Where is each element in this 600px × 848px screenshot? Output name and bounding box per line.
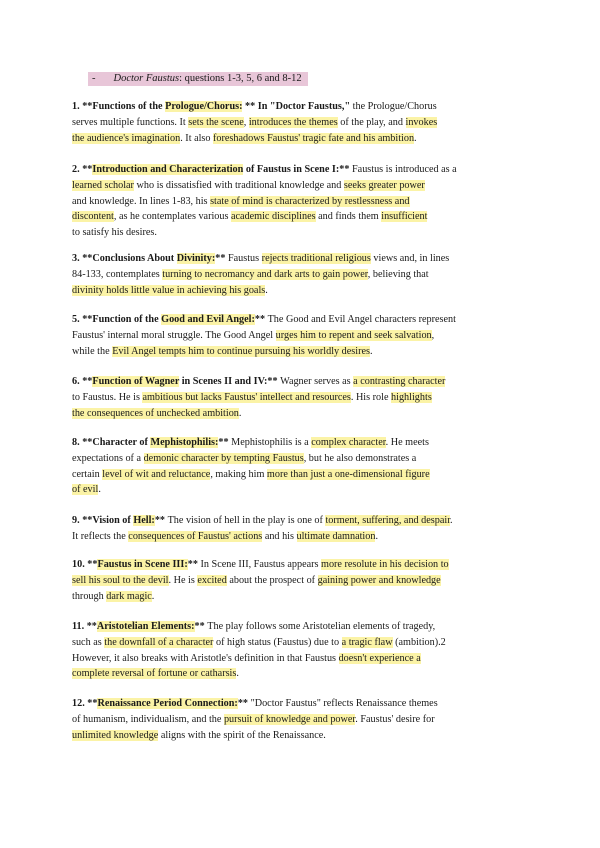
- text-line: [72, 162, 542, 178]
- text-run: ,: [431, 329, 435, 341]
- text-run: the Prologue/Chorus: [350, 101, 437, 112]
- text-run: .: [369, 345, 373, 357]
- text-run: of humanism, individualism, and the: [72, 713, 224, 725]
- text-line: [72, 651, 542, 667]
- highlighted-text: dark magic: [106, 590, 152, 602]
- highlighted-text: foreshadows Faustus' tragic fate and his ambition: [213, 132, 415, 144]
- highlighted-text: Function of Wagner: [92, 376, 180, 387]
- item-number: 3. **: [72, 253, 93, 264]
- item-number: 8. **: [72, 437, 93, 448]
- answer-item: [72, 435, 542, 498]
- text-run: ** In "Doctor Faustus,": [242, 101, 351, 112]
- text-run: **: [215, 253, 228, 264]
- text-run: The play follows some Aristotelian elements of tragedy,: [207, 621, 436, 632]
- text-run: .: [238, 407, 242, 419]
- text-run: serves multiple functions. It: [72, 116, 189, 128]
- highlighted-text: introduces the themes: [248, 116, 338, 128]
- text-run: about the prospect of: [226, 574, 318, 586]
- text-run: expectations of a: [72, 452, 144, 464]
- highlighted-text: unlimited knowledge: [72, 729, 159, 741]
- text-line: [72, 467, 542, 483]
- highlighted-text: of evil: [72, 484, 99, 496]
- text-run: certain: [72, 468, 103, 480]
- item-number: 2. **: [72, 164, 93, 175]
- item-number: 5. **: [72, 314, 93, 325]
- highlighted-text: doesn't experience a: [338, 652, 421, 664]
- text-run: .: [450, 515, 453, 526]
- text-line: [72, 209, 542, 225]
- answer-item: [72, 162, 542, 241]
- text-run: . He is: [168, 574, 198, 586]
- text-run: .: [265, 284, 268, 296]
- text-line: [72, 573, 542, 589]
- text-run: **: [194, 621, 208, 632]
- item-number: 12. **: [72, 698, 98, 709]
- text-run: and knowledge. In lines 1-83, his: [72, 195, 211, 207]
- text-run: Faustus is introduced as a: [352, 164, 457, 175]
- text-run: It reflects the: [72, 530, 129, 542]
- text-run: The vision of hell in the play is one of: [167, 515, 326, 526]
- text-run: . Faustus' desire for: [355, 713, 435, 725]
- text-run: Faustus: [227, 253, 262, 264]
- highlighted-text: a contrasting character: [353, 376, 446, 387]
- highlighted-text: consequences of Faustus' actions: [128, 530, 263, 542]
- highlighted-text: Renaissance Period Connection:: [97, 698, 238, 709]
- text-line: [72, 344, 542, 360]
- text-line: [72, 283, 542, 299]
- text-line: [72, 131, 542, 147]
- text-run: .: [151, 590, 155, 602]
- highlighted-text: Good and Evil Angel:: [161, 314, 255, 325]
- item-number: 1. **: [72, 101, 93, 112]
- text-run: . His role: [350, 391, 392, 403]
- text-run: , as he contemplates various: [113, 211, 231, 223]
- highlighted-text: gaining power and knowledge: [317, 574, 441, 586]
- text-run: Mephistophilis is a: [231, 437, 312, 448]
- highlighted-text: excited: [197, 574, 227, 586]
- text-run: (ambition).2: [392, 636, 446, 648]
- highlighted-text: complete reversal of fortune or catharsis: [72, 668, 237, 680]
- text-line: [72, 267, 542, 283]
- text-run: . It also: [180, 132, 214, 144]
- text-line: [72, 406, 542, 422]
- text-run: of the play, and: [337, 116, 406, 128]
- highlighted-text: level of wit and reluctance: [102, 468, 211, 480]
- text-run: and finds them: [315, 211, 382, 223]
- highlighted-text: insufficient: [381, 211, 428, 223]
- text-run: to Faustus. He is: [72, 391, 143, 403]
- text-line: [72, 529, 542, 545]
- highlighted-text: a tragic flaw: [341, 636, 393, 648]
- answer-item: [72, 251, 542, 298]
- highlighted-text: complex character: [311, 437, 386, 448]
- text-line: [72, 99, 542, 115]
- text-run: Character of: [92, 437, 151, 448]
- text-line: [72, 390, 542, 406]
- text-line: [72, 619, 542, 635]
- text-run: However, it also breaks with Aristotle's definition in that Faustus: [72, 652, 339, 664]
- highlighted-text: turning to necromancy and dark arts to gain power: [162, 268, 368, 280]
- answer-item: [72, 619, 542, 682]
- header-title-italic: Doctor Faustus: [113, 73, 180, 84]
- highlighted-text: divinity holds little value in achieving his goals: [72, 284, 266, 296]
- text-run: **: [187, 559, 201, 570]
- text-run: through: [72, 590, 107, 602]
- highlighted-text: more resolute in his decision to: [321, 559, 449, 570]
- answer-item: [72, 312, 542, 359]
- text-line: [72, 225, 542, 241]
- highlighted-text: highlights: [391, 391, 432, 403]
- highlighted-text: seeks greater power: [343, 179, 425, 191]
- highlighted-text: Evil Angel tempts him to continue pursuing his worldly desires: [112, 345, 370, 357]
- answer-item: [72, 696, 542, 743]
- highlighted-text: sets the scene: [188, 116, 244, 128]
- text-run: **: [218, 437, 232, 448]
- text-run: .: [98, 484, 101, 496]
- text-line: [72, 374, 542, 390]
- text-run: , believing that: [367, 268, 429, 280]
- text-run: Faustus' internal moral struggle. The Good Angel: [72, 329, 276, 341]
- text-run: . He meets: [385, 437, 429, 448]
- highlighted-text: Aristotelian Elements:: [96, 621, 195, 632]
- text-line: [72, 635, 542, 651]
- highlighted-text: learned scholar: [72, 179, 134, 191]
- text-run: of Faustus in Scene I:**: [243, 164, 352, 175]
- text-line: [72, 115, 542, 131]
- highlighted-text: urges him to repent and seek salvation: [275, 329, 432, 341]
- answer-item: [72, 374, 542, 421]
- text-run: aligns with the spirit of the Renaissance.: [158, 729, 326, 741]
- text-run: such as: [72, 636, 105, 648]
- text-run: views and, in lines: [370, 253, 450, 264]
- highlighted-text: sell his soul to the devil: [72, 574, 169, 586]
- highlighted-text: discontent: [72, 211, 114, 223]
- highlighted-text: Introduction and Characterization: [92, 164, 244, 175]
- text-run: .: [236, 668, 239, 680]
- text-run: .: [414, 132, 417, 144]
- text-line: [72, 589, 542, 605]
- text-run: to satisfy his desires.: [72, 227, 157, 239]
- text-run: Function of the: [92, 314, 162, 325]
- list-dash: -: [92, 73, 96, 84]
- text-run: of high status (Faustus) due to: [213, 636, 342, 648]
- text-run: Conclusions About: [92, 253, 177, 264]
- highlighted-text: more than just a one-dimensional figure: [266, 468, 430, 480]
- text-run: **: [254, 314, 268, 325]
- text-line: [72, 728, 542, 744]
- text-run: and his: [262, 530, 297, 542]
- item-number: 6. **: [72, 376, 93, 387]
- item-number: 9. **: [72, 515, 93, 526]
- text-line: [72, 513, 542, 529]
- text-run: while the: [72, 345, 113, 357]
- text-run: Vision of: [92, 515, 134, 526]
- text-run: **: [154, 515, 168, 526]
- text-line: [72, 712, 542, 728]
- text-run: .: [375, 530, 378, 542]
- highlighted-text: ultimate damnation: [296, 530, 376, 542]
- highlighted-text: Mephistophilis:: [150, 437, 219, 448]
- text-line: [72, 251, 542, 267]
- highlighted-text: rejects traditional religious: [261, 253, 371, 264]
- highlighted-text: ambitious but lacks Faustus' intellect and resources: [142, 391, 351, 403]
- text-run: "Doctor Faustus" reflects Renaissance themes: [250, 698, 438, 709]
- text-run: 84-133, contemplates: [72, 268, 163, 280]
- text-line: [72, 451, 542, 467]
- text-line: [72, 178, 542, 194]
- highlighted-text: Prologue/Chorus:: [165, 101, 243, 112]
- header-title-rest: : questions 1-3, 5, 6 and 8-12: [179, 73, 302, 84]
- highlighted-text: demonic character by tempting Faustus: [143, 452, 304, 464]
- text-run: ,: [243, 116, 249, 128]
- highlighted-text: state of mind is characterized by restlessness and: [210, 195, 410, 207]
- answer-item: [72, 513, 542, 545]
- highlighted-text: academic disciplines: [231, 211, 316, 223]
- text-run: Wagner serves as: [280, 376, 354, 387]
- text-run: The Good and Evil Angel characters represent: [267, 314, 456, 325]
- text-run: In Scene III, Faustus appears: [200, 559, 322, 570]
- text-line: [72, 194, 542, 210]
- highlighted-text: Hell:: [133, 515, 155, 526]
- text-run: who is dissatisfied with traditional knowledge and: [133, 179, 344, 191]
- highlighted-text: pursuit of knowledge and power: [223, 713, 356, 725]
- text-run: **: [237, 698, 251, 709]
- text-line: [72, 557, 542, 573]
- text-line: [72, 482, 542, 498]
- highlighted-text: the downfall of a character: [104, 636, 214, 648]
- text-line: [72, 666, 542, 682]
- text-run: , making him: [210, 468, 267, 480]
- highlighted-text: invokes: [405, 116, 438, 128]
- highlighted-text: Faustus in Scene III:: [97, 559, 188, 570]
- text-line: [72, 328, 542, 344]
- highlighted-text: the consequences of unchecked ambition: [72, 407, 239, 419]
- item-number: 11. **: [72, 621, 97, 632]
- highlighted-text: Divinity:: [176, 253, 216, 264]
- text-run: Functions of the: [92, 101, 166, 112]
- text-line: [72, 696, 542, 712]
- text-line: [72, 435, 542, 451]
- answer-item: [72, 557, 542, 604]
- highlighted-text: torment, suffering, and despair: [325, 515, 451, 526]
- assignment-header: [88, 72, 308, 86]
- highlighted-text: the audience's imagination: [72, 132, 181, 144]
- text-run: in Scenes II and IV:**: [179, 376, 281, 387]
- item-number: 10. **: [72, 559, 98, 570]
- text-line: [72, 312, 542, 328]
- text-run: , but he also demonstrates a: [303, 452, 417, 464]
- answer-item: [72, 99, 542, 146]
